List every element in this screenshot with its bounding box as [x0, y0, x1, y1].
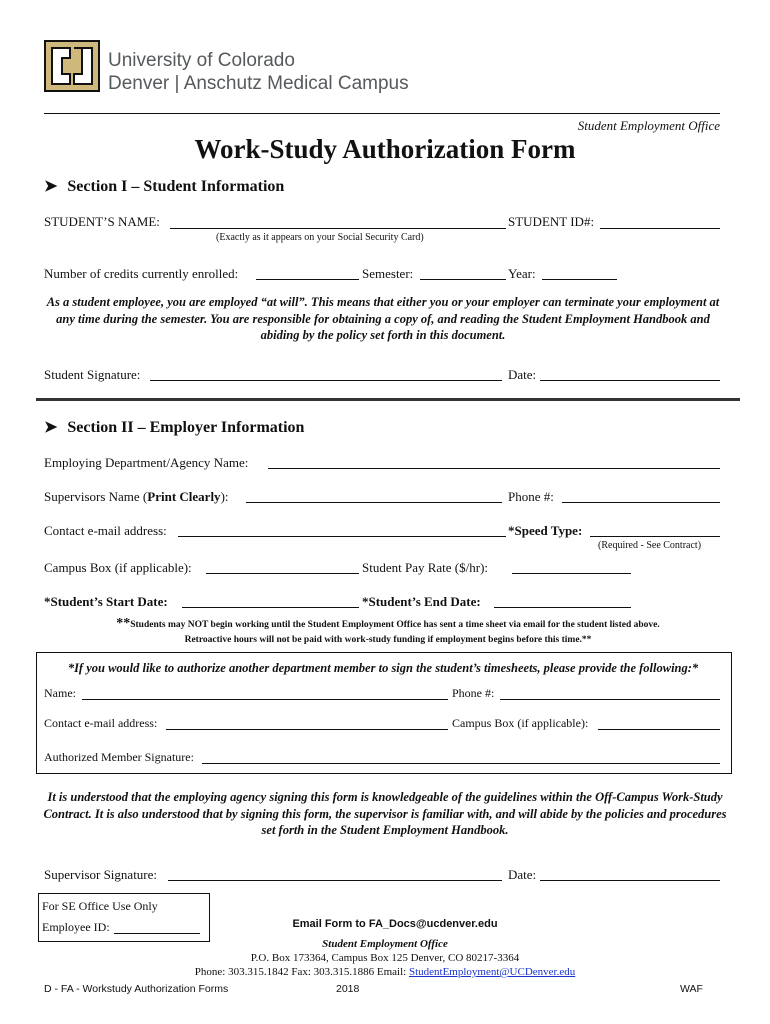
- delegate-email-field[interactable]: [166, 729, 448, 730]
- delegate-campus-box-field[interactable]: [598, 729, 720, 730]
- student-name-label: STUDENT’S NAME:: [44, 214, 160, 229]
- supervisor-label-bold: Print Clearly: [147, 489, 221, 504]
- semester-field[interactable]: [420, 279, 506, 280]
- supervisor-signature-field[interactable]: [168, 880, 502, 881]
- section2-heading-text: Section II – Employer Information: [67, 419, 305, 436]
- footer-contact-prefix: Phone: 303.315.1842 Fax: 303.315.1886 Email:: [194, 966, 409, 978]
- cu-logo-mark: [44, 40, 100, 92]
- notice-line1: Students may NOT begin working until the Student Employment Office has sent a time sheet via email for the student listed above.: [130, 620, 660, 630]
- header-divider: [44, 113, 720, 114]
- section1-heading-text: Section I – Student Information: [67, 178, 285, 195]
- footer-code: WAF: [680, 983, 703, 995]
- student-signature-label: Student Signature:: [44, 367, 141, 382]
- footer-office: Student Employment Office: [322, 938, 448, 950]
- arrow-bullet-icon: ➤: [44, 178, 58, 195]
- year-label: Year:: [508, 266, 536, 281]
- speed-type-label: *Speed Type:: [508, 523, 583, 538]
- dept-label: Employing Department/Agency Name:: [44, 455, 249, 470]
- supervisor-name-field[interactable]: [246, 502, 502, 503]
- student-name-field[interactable]: [170, 228, 506, 229]
- supervisor-label-post: ):: [220, 489, 229, 504]
- logo-line2: Denver | Anschutz Medical Campus: [108, 73, 409, 94]
- delegate-name-label: Name:: [44, 686, 76, 700]
- credits-field[interactable]: [256, 279, 359, 280]
- employee-id-label: Employee ID:: [42, 920, 110, 934]
- delegate-signature-field[interactable]: [202, 763, 720, 764]
- year-field[interactable]: [542, 279, 617, 280]
- at-will-notice: As a student employee, you are employed “at will”. This means that either you or your employer can terminate your employment at any time during the semester. You are responsible for obtaining a copy of, and reading the Student Employment Handbook and abiding by the policy set forth in this document.: [46, 295, 720, 342]
- delegate-phone-field[interactable]: [500, 699, 720, 700]
- student-name-hint: (Exactly as it appears on your Social Security Card): [216, 232, 424, 243]
- employee-id-field[interactable]: [114, 933, 200, 934]
- delegate-name-field[interactable]: [82, 699, 448, 700]
- delegate-email-label: Contact e-mail address:: [44, 716, 158, 730]
- campus-box-field[interactable]: [206, 573, 359, 574]
- delegate-phone-label: Phone #:: [452, 686, 495, 700]
- footer-contact: [0, 966, 770, 978]
- supervisor-label-pre: Supervisors Name (: [44, 489, 148, 504]
- footer-year: 2018: [336, 983, 360, 995]
- footer-address: P.O. Box 173364, Campus Box 125 Denver, CO 80217-3364: [250, 952, 520, 964]
- student-date-label: Date:: [508, 367, 537, 382]
- notice-stars: **: [116, 616, 131, 631]
- supervisor-name-label: [44, 489, 229, 505]
- pay-rate-label: Student Pay Rate ($/hr):: [362, 560, 489, 575]
- arrow-bullet-icon: ➤: [44, 419, 58, 436]
- dept-field[interactable]: [268, 468, 720, 469]
- university-logo: [44, 40, 100, 92]
- contact-email-label: Contact e-mail address:: [44, 523, 167, 538]
- office-label: Student Employment Office: [577, 118, 720, 133]
- credits-label: Number of credits currently enrolled:: [44, 266, 239, 281]
- supervisor-phone-field[interactable]: [562, 502, 720, 503]
- student-signature-field[interactable]: [150, 380, 502, 381]
- section-divider: [36, 398, 740, 401]
- supervisor-date-label: Date:: [508, 867, 537, 882]
- work-start-notice: [36, 616, 740, 648]
- page-title: Work-Study Authorization Form: [194, 134, 576, 164]
- section1-heading: [44, 176, 284, 196]
- student-employment-email-link[interactable]: StudentEmployment@UCDenver.edu: [408, 966, 576, 978]
- semester-label: Semester:: [362, 266, 414, 281]
- office-use-title: For SE Office Use Only: [42, 899, 158, 913]
- email-form-instruction: Email Form to FA_Docs@ucdenver.edu: [292, 918, 498, 930]
- pay-rate-field[interactable]: [512, 573, 631, 574]
- student-id-field[interactable]: [600, 228, 720, 229]
- delegate-heading: *If you would like to authorize another department member to sign the student’s timesheets, please provide the following:*: [67, 661, 699, 675]
- logo-line1: University of Colorado: [108, 50, 295, 71]
- delegate-signature-label: Authorized Member Signature:: [44, 750, 194, 764]
- campus-box-label: Campus Box (if applicable):: [44, 560, 192, 575]
- start-date-label: *Student’s Start Date:: [44, 594, 168, 609]
- section2-heading: [44, 417, 304, 437]
- footer-doc-name: D - FA - Workstudy Authorization Forms: [44, 983, 229, 995]
- student-id-label: STUDENT ID#:: [508, 214, 595, 229]
- agreement-text: It is understood that the employing agency signing this form is knowledgeable of the guidelines within the Off-Campus Work-Study Contract. It is also understood that by signing this form, the supervisor is familiar with, and will abide by the policies and procedures set forth in the Student Employment Handbook.: [43, 790, 727, 837]
- supervisor-signature-label: Supervisor Signature:: [44, 867, 158, 882]
- end-date-label: *Student’s End Date:: [362, 594, 481, 609]
- start-date-field[interactable]: [182, 607, 359, 608]
- notice-line2: Retroactive hours will not be paid with work-study funding if employment begins before this time.**: [184, 635, 592, 645]
- speed-type-field[interactable]: [590, 536, 720, 537]
- speed-type-hint: (Required - See Contract): [598, 540, 702, 551]
- supervisor-phone-label: Phone #:: [508, 489, 554, 504]
- student-date-field[interactable]: [540, 380, 720, 381]
- supervisor-date-field[interactable]: [540, 880, 720, 881]
- contact-email-field[interactable]: [178, 536, 506, 537]
- delegate-campus-box-label: Campus Box (if applicable):: [452, 716, 589, 730]
- end-date-field[interactable]: [494, 607, 631, 608]
